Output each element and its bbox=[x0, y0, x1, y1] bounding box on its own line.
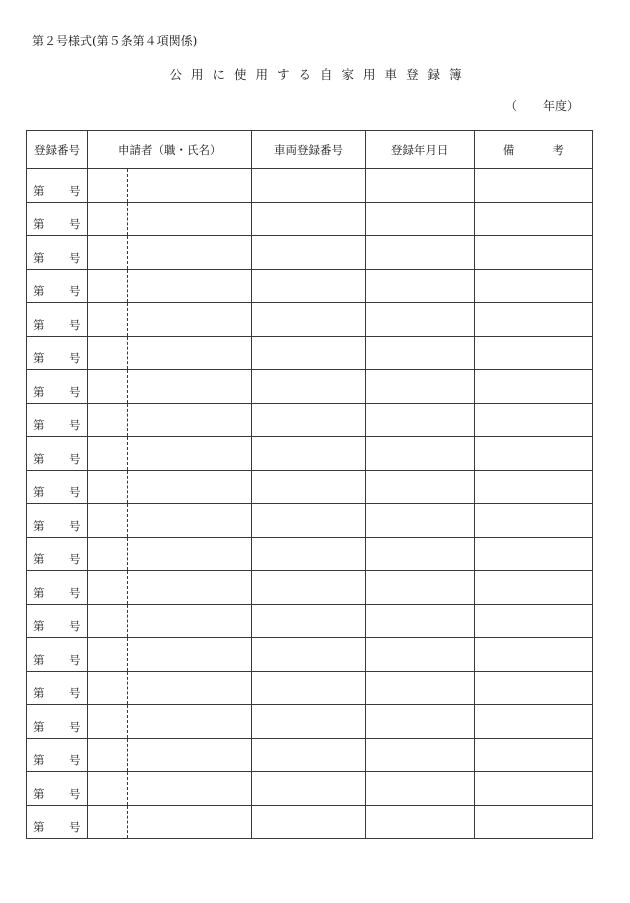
applicant-name-cell[interactable] bbox=[128, 437, 252, 471]
registration-date-cell[interactable] bbox=[365, 772, 474, 806]
row-label-gou: 号 bbox=[69, 217, 81, 231]
row-label-dai: 第 bbox=[33, 351, 45, 365]
row-label-gou: 号 bbox=[69, 753, 81, 767]
vehicle-plate-cell[interactable] bbox=[252, 303, 365, 337]
registration-no-cell[interactable] bbox=[27, 772, 88, 806]
notes-cell[interactable] bbox=[474, 805, 592, 839]
applicant-position-cell[interactable] bbox=[88, 671, 128, 705]
row-label-dai: 第 bbox=[33, 451, 45, 466]
applicant-name-cell[interactable] bbox=[128, 269, 252, 303]
applicant-name-cell[interactable] bbox=[128, 169, 252, 203]
applicant-position-cell[interactable] bbox=[88, 269, 128, 303]
applicant-position-cell[interactable] bbox=[88, 336, 128, 370]
registration-date-cell[interactable] bbox=[365, 571, 474, 605]
vehicle-plate-cell[interactable] bbox=[252, 403, 365, 437]
year-label: 年度） bbox=[543, 99, 580, 113]
registration-no-cell[interactable] bbox=[27, 169, 88, 203]
header-vehicle-plate: 車両登録番号 bbox=[252, 131, 365, 169]
notes-cell[interactable] bbox=[474, 269, 592, 303]
applicant-name-cell[interactable] bbox=[128, 738, 252, 772]
row-label-dai: 第 bbox=[33, 384, 45, 399]
vehicle-plate-cell[interactable] bbox=[252, 604, 365, 638]
registration-no-cell[interactable] bbox=[27, 604, 88, 638]
table-row bbox=[27, 336, 593, 370]
applicant-position-cell[interactable] bbox=[88, 470, 128, 504]
applicant-position-cell[interactable] bbox=[88, 169, 128, 203]
row-label-gou: 号 bbox=[69, 485, 81, 499]
header-notes-char-1: 備 bbox=[502, 142, 515, 157]
applicant-position-cell[interactable] bbox=[88, 504, 128, 538]
document-title: 公用に使用する自家用車登録簿 bbox=[169, 67, 471, 82]
registration-date-cell[interactable] bbox=[365, 437, 474, 471]
row-label-dai: 第 bbox=[33, 585, 45, 600]
row-label-dai: 第 bbox=[33, 250, 45, 265]
header-registration-date: 登録年月日 bbox=[365, 131, 474, 169]
row-label-gou: 号 bbox=[69, 317, 81, 332]
registration-date-cell[interactable] bbox=[365, 236, 474, 270]
row-label-gou: 号 bbox=[69, 384, 81, 399]
vehicle-plate-cell[interactable] bbox=[252, 169, 365, 203]
notes-cell[interactable] bbox=[474, 403, 592, 437]
row-label-dai: 第 bbox=[33, 552, 45, 566]
header-notes bbox=[474, 131, 592, 169]
row-label-gou: 号 bbox=[69, 719, 81, 734]
row-label-dai: 第 bbox=[33, 183, 45, 198]
row-label-gou: 号 bbox=[69, 619, 81, 633]
row-label-dai: 第 bbox=[33, 719, 45, 734]
registration-no-cell[interactable] bbox=[27, 370, 88, 404]
header-notes-char-2: 考 bbox=[552, 142, 564, 157]
registration-no-cell[interactable] bbox=[27, 336, 88, 370]
table-row bbox=[27, 269, 593, 303]
applicant-position-cell[interactable] bbox=[88, 571, 128, 605]
table-row bbox=[27, 738, 593, 772]
registration-no-cell[interactable] bbox=[27, 537, 88, 571]
row-label-dai: 第 bbox=[33, 619, 45, 633]
table-row bbox=[27, 571, 593, 605]
table-row bbox=[27, 671, 593, 705]
registration-no-cell[interactable] bbox=[27, 437, 88, 471]
header-applicant: 申請者（職・氏名） bbox=[88, 131, 252, 169]
registration-date-cell[interactable] bbox=[365, 470, 474, 504]
registration-no-cell[interactable] bbox=[27, 269, 88, 303]
table-row bbox=[27, 169, 593, 203]
registration-date-cell[interactable] bbox=[365, 370, 474, 404]
row-label-dai: 第 bbox=[33, 485, 45, 499]
row-label-gou: 号 bbox=[69, 284, 81, 298]
registration-date-cell[interactable] bbox=[365, 403, 474, 437]
fiscal-year-line bbox=[505, 97, 579, 114]
vehicle-plate-cell[interactable] bbox=[252, 805, 365, 839]
registration-no-cell[interactable] bbox=[27, 303, 88, 337]
applicant-position-cell[interactable] bbox=[88, 705, 128, 739]
vehicle-plate-cell[interactable] bbox=[252, 370, 365, 404]
row-label-gou: 号 bbox=[69, 418, 81, 432]
vehicle-plate-cell[interactable] bbox=[252, 470, 365, 504]
row-label-gou: 号 bbox=[69, 351, 81, 365]
registration-date-cell[interactable] bbox=[365, 705, 474, 739]
registration-date-cell[interactable] bbox=[365, 537, 474, 571]
row-label-dai: 第 bbox=[33, 284, 45, 298]
row-label-gou: 号 bbox=[69, 518, 81, 533]
table-row bbox=[27, 303, 593, 337]
vehicle-plate-cell[interactable] bbox=[252, 437, 365, 471]
applicant-name-cell[interactable] bbox=[128, 202, 252, 236]
applicant-position-cell[interactable] bbox=[88, 202, 128, 236]
applicant-position-cell[interactable] bbox=[88, 537, 128, 571]
row-label-dai: 第 bbox=[33, 518, 45, 533]
applicant-position-cell[interactable] bbox=[88, 604, 128, 638]
row-label-dai: 第 bbox=[33, 786, 45, 801]
table-row bbox=[27, 504, 593, 538]
registration-date-cell[interactable] bbox=[365, 336, 474, 370]
applicant-name-cell[interactable] bbox=[128, 303, 252, 337]
registration-date-cell[interactable] bbox=[365, 671, 474, 705]
registration-date-cell[interactable] bbox=[365, 303, 474, 337]
applicant-name-cell[interactable] bbox=[128, 403, 252, 437]
vehicle-plate-cell[interactable] bbox=[252, 269, 365, 303]
vehicle-plate-cell[interactable] bbox=[252, 772, 365, 806]
registration-no-cell[interactable] bbox=[27, 671, 88, 705]
notes-cell[interactable] bbox=[474, 571, 592, 605]
table-row bbox=[27, 537, 593, 571]
vehicle-plate-cell[interactable] bbox=[252, 537, 365, 571]
table-row bbox=[27, 202, 593, 236]
applicant-name-cell[interactable] bbox=[128, 772, 252, 806]
table-row bbox=[27, 805, 593, 839]
registration-no-cell[interactable] bbox=[27, 470, 88, 504]
registration-date-cell[interactable] bbox=[365, 738, 474, 772]
header-registration-no: 登録番号 bbox=[27, 131, 88, 169]
notes-cell[interactable] bbox=[474, 537, 592, 571]
row-label-dai: 第 bbox=[33, 418, 45, 432]
table-row bbox=[27, 403, 593, 437]
applicant-name-cell[interactable] bbox=[128, 336, 252, 370]
row-label-gou: 号 bbox=[69, 451, 81, 466]
registration-no-cell[interactable] bbox=[27, 805, 88, 839]
notes-cell[interactable] bbox=[474, 504, 592, 538]
registration-no-cell[interactable] bbox=[27, 504, 88, 538]
notes-cell[interactable] bbox=[474, 772, 592, 806]
notes-cell[interactable] bbox=[474, 236, 592, 270]
registration-date-cell[interactable] bbox=[365, 604, 474, 638]
table-row bbox=[27, 705, 593, 739]
row-label-gou: 号 bbox=[69, 250, 81, 265]
applicant-position-cell[interactable] bbox=[88, 805, 128, 839]
applicant-name-cell[interactable] bbox=[128, 571, 252, 605]
applicant-position-cell[interactable] bbox=[88, 236, 128, 270]
applicant-name-cell[interactable] bbox=[128, 805, 252, 839]
row-label-dai: 第 bbox=[33, 652, 45, 667]
registration-no-cell[interactable] bbox=[27, 236, 88, 270]
register-table bbox=[26, 130, 593, 839]
table-row bbox=[27, 638, 593, 672]
table-row bbox=[27, 470, 593, 504]
row-label-dai: 第 bbox=[33, 317, 45, 332]
table-row bbox=[27, 604, 593, 638]
registration-date-cell[interactable] bbox=[365, 202, 474, 236]
applicant-position-cell[interactable] bbox=[88, 403, 128, 437]
notes-cell[interactable] bbox=[474, 202, 592, 236]
notes-cell[interactable] bbox=[474, 336, 592, 370]
applicant-name-cell[interactable] bbox=[128, 370, 252, 404]
table-row bbox=[27, 236, 593, 270]
applicant-position-cell[interactable] bbox=[88, 303, 128, 337]
vehicle-plate-cell[interactable] bbox=[252, 236, 365, 270]
year-open-paren: （ bbox=[505, 99, 518, 113]
applicant-position-cell[interactable] bbox=[88, 437, 128, 471]
vehicle-plate-cell[interactable] bbox=[252, 504, 365, 538]
registration-date-cell[interactable] bbox=[365, 504, 474, 538]
vehicle-plate-cell[interactable] bbox=[252, 336, 365, 370]
applicant-name-cell[interactable] bbox=[128, 470, 252, 504]
row-label-dai: 第 bbox=[33, 686, 45, 700]
registration-no-cell[interactable] bbox=[27, 738, 88, 772]
applicant-position-cell[interactable] bbox=[88, 638, 128, 672]
notes-cell[interactable] bbox=[474, 705, 592, 739]
applicant-name-cell[interactable] bbox=[128, 604, 252, 638]
table-header-row bbox=[27, 131, 593, 169]
applicant-name-cell[interactable] bbox=[128, 236, 252, 270]
notes-cell[interactable] bbox=[474, 738, 592, 772]
form-number: 第２号様式(第５条第４項関係) bbox=[32, 34, 198, 48]
applicant-position-cell[interactable] bbox=[88, 738, 128, 772]
table-body bbox=[27, 169, 593, 839]
applicant-position-cell[interactable] bbox=[88, 370, 128, 404]
vehicle-plate-cell[interactable] bbox=[252, 638, 365, 672]
notes-cell[interactable] bbox=[474, 370, 592, 404]
row-label-dai: 第 bbox=[33, 820, 45, 834]
vehicle-plate-cell[interactable] bbox=[252, 705, 365, 739]
vehicle-plate-cell[interactable] bbox=[252, 671, 365, 705]
registration-date-cell[interactable] bbox=[365, 805, 474, 839]
registration-date-cell[interactable] bbox=[365, 269, 474, 303]
vehicle-plate-cell[interactable] bbox=[252, 738, 365, 772]
row-label-gou: 号 bbox=[69, 183, 81, 198]
row-label-gou: 号 bbox=[69, 652, 81, 667]
table-row bbox=[27, 370, 593, 404]
notes-cell[interactable] bbox=[474, 169, 592, 203]
registration-date-cell[interactable] bbox=[365, 638, 474, 672]
registration-no-cell[interactable] bbox=[27, 571, 88, 605]
notes-cell[interactable] bbox=[474, 671, 592, 705]
vehicle-plate-cell[interactable] bbox=[252, 571, 365, 605]
applicant-name-cell[interactable] bbox=[128, 638, 252, 672]
registration-no-cell[interactable] bbox=[27, 705, 88, 739]
applicant-name-cell[interactable] bbox=[128, 537, 252, 571]
registration-date-cell[interactable] bbox=[365, 169, 474, 203]
notes-cell[interactable] bbox=[474, 437, 592, 471]
row-label-gou: 号 bbox=[69, 820, 81, 834]
notes-cell[interactable] bbox=[474, 303, 592, 337]
row-label-gou: 号 bbox=[69, 786, 81, 801]
notes-cell[interactable] bbox=[474, 604, 592, 638]
notes-cell[interactable] bbox=[474, 470, 592, 504]
row-label-gou: 号 bbox=[69, 585, 81, 600]
applicant-position-cell[interactable] bbox=[88, 772, 128, 806]
table-row bbox=[27, 772, 593, 806]
notes-cell[interactable] bbox=[474, 638, 592, 672]
registration-no-cell[interactable] bbox=[27, 403, 88, 437]
row-label-dai: 第 bbox=[33, 753, 45, 767]
row-label-dai: 第 bbox=[33, 217, 45, 231]
vehicle-plate-cell[interactable] bbox=[252, 202, 365, 236]
table-row bbox=[27, 437, 593, 471]
registration-no-cell[interactable] bbox=[27, 638, 88, 672]
applicant-name-cell[interactable] bbox=[128, 671, 252, 705]
applicant-name-cell[interactable] bbox=[128, 504, 252, 538]
registration-no-cell[interactable] bbox=[27, 202, 88, 236]
applicant-name-cell[interactable] bbox=[128, 705, 252, 739]
row-label-gou: 号 bbox=[69, 686, 81, 700]
row-label-gou: 号 bbox=[69, 552, 81, 566]
